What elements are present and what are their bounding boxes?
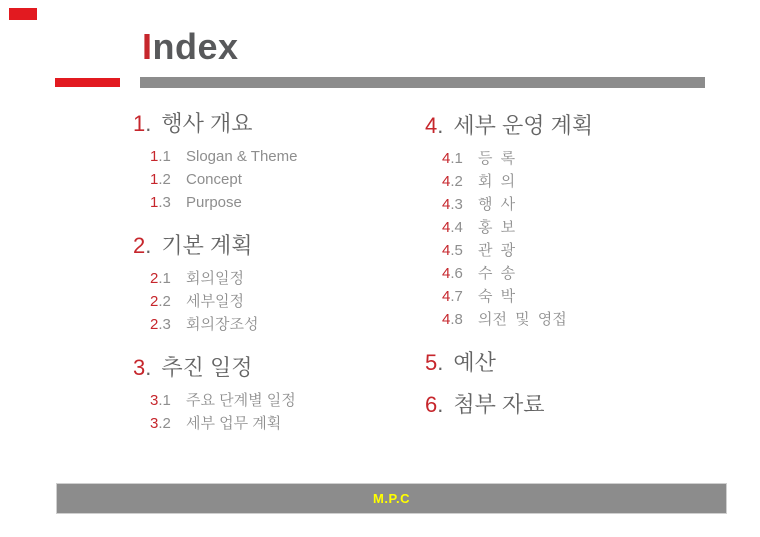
toc-item (133, 191, 418, 214)
item-number: 2.2 (150, 293, 171, 310)
section-number: 4 (425, 113, 438, 138)
item-number: 3.2 (150, 415, 171, 432)
section-title-text: 추진 일정 (161, 355, 253, 380)
item-label: 숙 박 (478, 288, 516, 305)
section-title (425, 391, 725, 419)
item-number: 4.3 (442, 196, 463, 213)
toc-item (425, 147, 725, 170)
section-number-dot: . (437, 350, 444, 375)
toc-item (133, 145, 418, 168)
item-label: 주요 단계별 일정 (186, 392, 296, 409)
toc-section-5 (425, 349, 725, 377)
item-number: 4.7 (442, 288, 463, 305)
item-label: 회 의 (478, 173, 516, 190)
toc-item (133, 267, 418, 290)
toc-right-column (425, 112, 725, 437)
item-label: 회의장조성 (186, 316, 259, 333)
page-title-rest: ndex (152, 26, 239, 67)
section-number: 2 (133, 233, 146, 258)
item-number: 4.4 (442, 219, 463, 236)
toc-section-6 (425, 391, 725, 419)
item-label: 세부일정 (186, 293, 244, 310)
toc-section-1 (133, 110, 418, 214)
toc-item (425, 262, 725, 285)
item-number: 4.6 (442, 265, 463, 282)
section-number: 1 (133, 111, 146, 136)
section-title-text: 기본 계획 (161, 233, 253, 258)
item-label: 등 록 (478, 150, 516, 167)
section-number-dot: . (437, 392, 444, 417)
corner-accent-mark (9, 8, 37, 20)
section-title-text: 예산 (453, 350, 496, 375)
section-title (133, 354, 418, 382)
item-number: 4.8 (442, 311, 463, 328)
item-number: 1.1 (150, 148, 171, 165)
gray-divider-bar (140, 77, 705, 88)
section-number-dot: . (145, 111, 152, 136)
item-label: 세부 업무 계획 (186, 415, 282, 432)
section-number: 5 (425, 350, 438, 375)
section-title (425, 349, 725, 377)
toc-item (425, 285, 725, 308)
item-number: 3.1 (150, 392, 171, 409)
footer-bar (56, 483, 727, 514)
section-title (133, 232, 418, 260)
toc-item (425, 308, 725, 331)
item-label: Concept (186, 171, 242, 188)
toc-item (133, 412, 418, 435)
item-label: Purpose (186, 194, 242, 211)
section-title (425, 112, 725, 140)
toc-section-4 (425, 112, 725, 331)
item-label: 의전 및 영접 (478, 311, 567, 328)
section-number-dot: . (145, 355, 152, 380)
toc-item (133, 313, 418, 336)
item-label: 홍 보 (478, 219, 516, 236)
item-number: 4.2 (442, 173, 463, 190)
section-title (133, 110, 418, 138)
toc-item (425, 170, 725, 193)
item-number: 4.5 (442, 242, 463, 259)
item-number: 1.3 (150, 194, 171, 211)
section-number: 3 (133, 355, 146, 380)
item-label: 회의일정 (186, 270, 244, 287)
section-number-dot: . (437, 113, 444, 138)
toc-section-2 (133, 232, 418, 336)
toc-item (425, 193, 725, 216)
item-number: 1.2 (150, 171, 171, 188)
item-number: 2.1 (150, 270, 171, 287)
red-divider-bar (55, 78, 120, 87)
page-title-first-letter: I (142, 26, 153, 67)
item-label: 행 사 (478, 196, 516, 213)
section-number: 6 (425, 392, 438, 417)
toc-item (133, 389, 418, 412)
footer-label: M.P.C (373, 491, 410, 506)
toc-item (425, 216, 725, 239)
section-number-dot: . (145, 233, 152, 258)
page-title (142, 26, 239, 68)
toc-left-column (133, 110, 418, 453)
section-title-text: 첨부 자료 (453, 392, 545, 417)
section-title-text: 세부 운영 계획 (453, 113, 594, 138)
section-title-text: 행사 개요 (161, 111, 253, 136)
item-label: 수 송 (478, 265, 516, 282)
toc-item (425, 239, 725, 262)
toc-item (133, 168, 418, 191)
item-label: Slogan & Theme (186, 148, 298, 165)
toc-section-3 (133, 354, 418, 435)
item-label: 관 광 (478, 242, 516, 259)
toc-item (133, 290, 418, 313)
item-number: 2.3 (150, 316, 171, 333)
item-number: 4.1 (442, 150, 463, 167)
